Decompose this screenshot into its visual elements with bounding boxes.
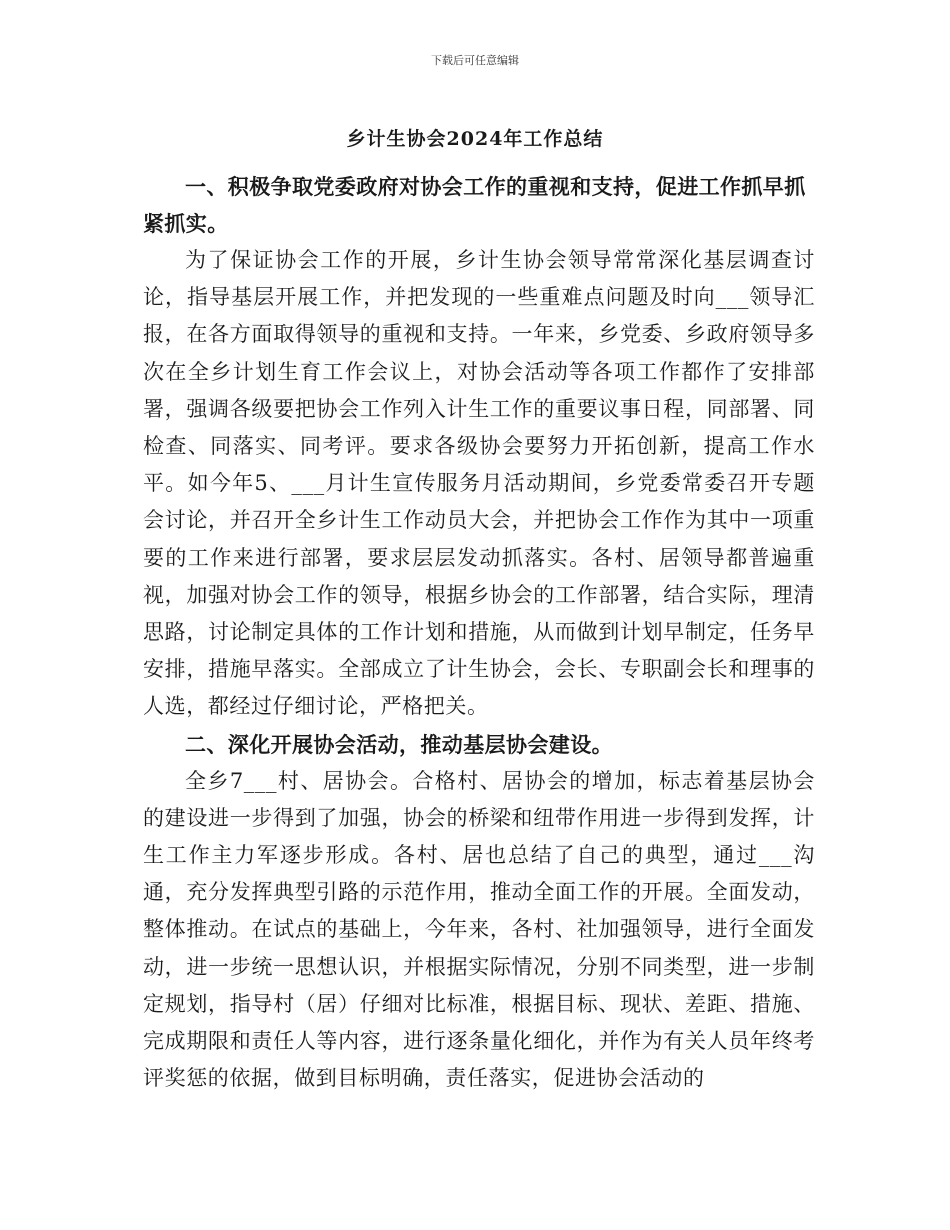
- section-2-paragraph: 全乡7___村、居协会。合格村、居协会的增加，标志着基层协会的建设进一步得到了加强，协会的桥梁和纽带作用进一步得到发挥，计生工作主力军逐步形成。各村、居也总结了自己的典型，通过___沟通，充分发挥典型引路的示范作用，推动全面工作的开展。全面发动，整体推动。在试点的基础上，今年来，各村、社加强领导，进行全面发动，进一步统一思想认识，并根据实际情况，分别不同类型，进一步制定规划，指导村（居）仔细对比标准，根据目标、现状、差距、措施、完成期限和责任人等内容，进行逐条量化细化，并作为有关人员年终考评奖惩的依据，做到目标明确，责任落实，促进协会活动的: [143, 768, 815, 1091]
- section-1-heading: 一、积极争取党委政府对协会工作的重视和支持，促进工作抓早抓紧抓实。: [143, 174, 806, 236]
- page-header-note: 下载后可任意编辑: [431, 54, 519, 67]
- document-title: 乡计生协会2024年工作总结: [346, 128, 604, 150]
- section-1-paragraph: 为了保证协会工作的开展，乡计生协会领导常常深化基层调查讨论，指导基层开展工作，并把发现的一些重难点问题及时向___领导汇报，在各方面取得领导的重视和支持。一年来，乡党委、乡政府领导多次在全乡计划生育工作会议上，对协会活动等各项工作都作了安排部署，强调各级要把协会工作列入计生工作的重要议事日程，同部署、同检查、同落实、同考评。要求各级协会要努力开拓创新，提高工作水平。如今年5、___月计生宣传服务月活动期间，乡党委常委召开专题会讨论，并召开全乡计生工作动员大会，并把协会工作作为其中一项重要的工作来进行部署，要求层层发动抓落实。各村、居领导都普遍重视，加强对协会工作的领导，根据乡协会的工作部署，结合实际，理清思路，讨论制定具体的工作计划和措施，从而做到计划早制定，任务早安排，措施早落实。全部成立了计生协会，会长、专职副会长和理事的人选，都经过仔细讨论，严格把关。: [143, 248, 815, 719]
- document-body: [143, 168, 815, 1097]
- section-2-heading: 二、深化开展协会活动，推动基层协会建设。: [185, 731, 613, 757]
